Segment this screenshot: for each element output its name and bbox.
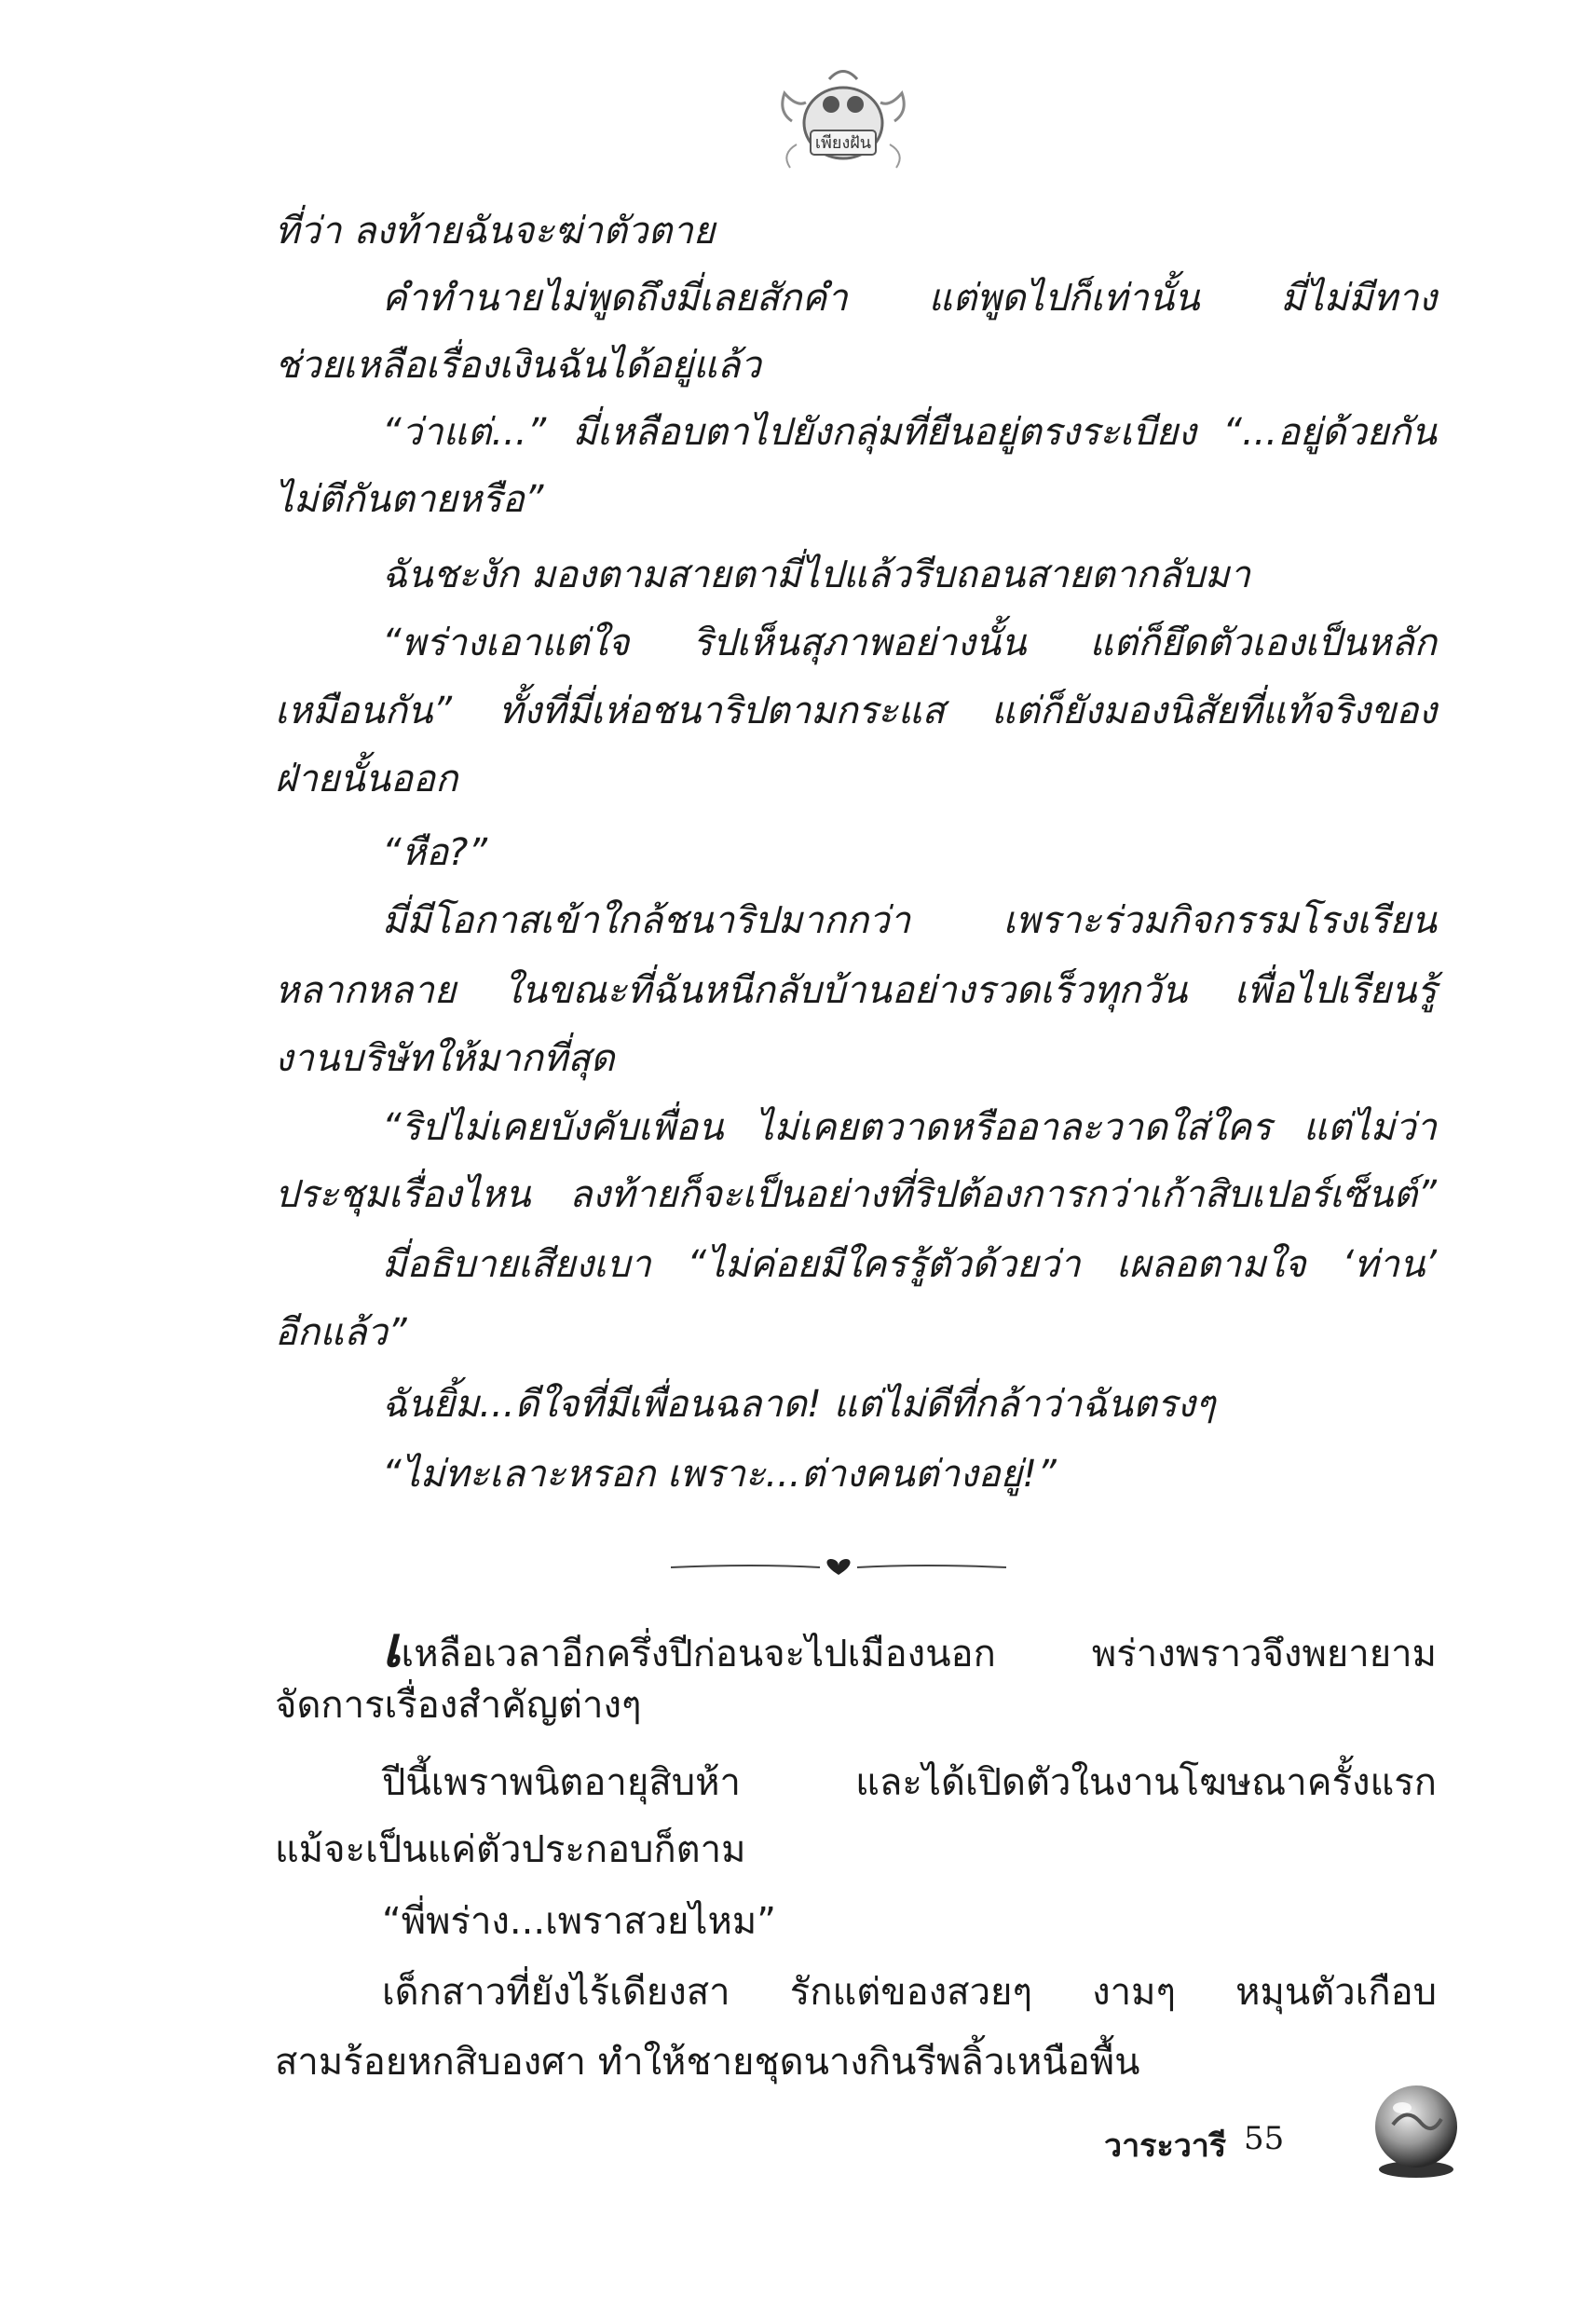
text-line: ฉันยิ้ม...ดีใจที่มีเพื่อนฉลาด! แต่ไม่ดีที่กล้าว่าฉันตรงๆ	[382, 1383, 1216, 1426]
text-line: สามร้อยหกสิบองศา ทำให้ชายชุดนางกินรีพลิ้วเหนือพื้น	[275, 2041, 1140, 2084]
text-line: จัดการเรื่องสำคัญต่างๆ	[275, 1684, 642, 1727]
text-line: ประชุมเรื่องไหน ลงท้ายก็จะเป็นอย่างที่ริปต้องการกว่าเก้าสิบเปอร์เซ็นต์”	[275, 1173, 1437, 1216]
text-line: “ริปไม่เคยบังคับเพื่อน ไม่เคยตวาดหรืออาละวาดใส่ใคร แต่ไม่ว่า	[382, 1106, 1437, 1149]
svg-text:เพียงฝัน: เพียงฝัน	[814, 133, 872, 153]
text-line: งานบริษัทให้มากที่สุด	[275, 1037, 615, 1080]
text-line: “ไม่ทะเลาะหรอก เพราะ...ต่างคนต่างอยู่!”	[382, 1453, 1057, 1496]
text-line: เเหลือเวลาอีกครึ่งปีก่อนจะไปเมืองนอก พร่างพราวจึงพยายาม	[382, 1615, 1437, 1680]
text-line: ฉันชะงัก มองตามสายตามี่ไปแล้วรีบถอนสายตากลับมา	[382, 554, 1250, 596]
text-line: แม้จะเป็นแค่ตัวประกอบก็ตาม	[275, 1828, 746, 1871]
text-line: เด็กสาวที่ยังไร้เดียงสา รักแต่ของสวยๆ งามๆ หมุนตัวเกือบ	[382, 1971, 1437, 2014]
text-line: มี่อธิบายเสียงเบา “ไม่ค่อยมีใครรู้ตัวด้วยว่า เผลอตามใจ ‘ท่าน’	[382, 1243, 1437, 1286]
text-line: “พี่พร่าง...เพราสวยไหม”	[382, 1900, 776, 1943]
text-line: มี่มีโอกาสเข้าใกล้ชนาริปมากกว่า เพราะร่วมกิจกรรมโรงเรียน	[382, 899, 1437, 942]
page-number: 55	[1244, 2120, 1285, 2157]
crystal-ball-icon	[1365, 2078, 1467, 2181]
text-line: อีกแล้ว”	[275, 1311, 407, 1354]
text-line: หลากหลาย ในขณะที่ฉันหนีกลับบ้านอย่างรวดเร็วทุกวัน เพื่อไปเรียนรู้	[275, 969, 1437, 1012]
text-line: คำทำนายไม่พูดถึงมี่เลยสักคำ แต่พูดไปก็เท่านั้น มี่ไม่มีทาง	[382, 277, 1437, 320]
text-line: ปีนี้เพราพนิตอายุสิบห้า และได้เปิดตัวในงานโฆษณาครั้งแรก	[382, 1761, 1437, 1804]
book-title: วาระวารี	[1104, 2127, 1227, 2165]
text-line: “พร่างเอาแต่ใจ ริปเห็นสุภาพอย่างนั้น แต่ก็ยึดตัวเองเป็นหลัก	[382, 622, 1437, 664]
section-divider-heart	[671, 1556, 1006, 1579]
text-line: “ว่าแต่...” มี่เหลือบตาไปยังกลุ่มที่ยืนอยู่ตรงระเบียง “...อยู่ด้วยกัน	[382, 411, 1437, 454]
text-line: “หือ?”	[382, 831, 488, 874]
header-emblem-logo	[773, 56, 913, 177]
text-line: เหมือนกัน” ทั้งที่มี่เห่อชนาริปตามกระแส แต่ก็ยังมองนิสัยที่แท้จริงของ	[275, 690, 1437, 732]
text-line: ที่ว่า ลงท้ายฉันจะฆ่าตัวตาย	[275, 210, 716, 253]
text-line: ช่วยเหลือเรื่องเงินฉันได้อยู่แล้ว	[275, 344, 761, 387]
drop-cap: เ	[382, 1615, 402, 1680]
text-line: ฝ่ายนั้นออก	[275, 758, 458, 800]
text-line: ไม่ตีกันตายหรือ”	[275, 478, 544, 521]
